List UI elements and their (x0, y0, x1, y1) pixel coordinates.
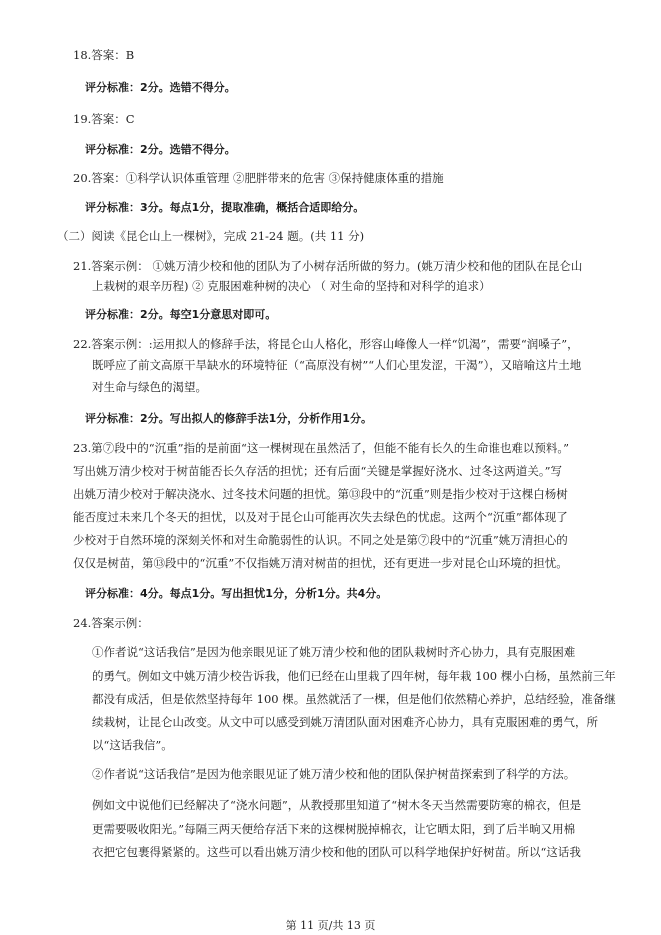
q20-standard: 评分标准：3分。每点1分，提取准确，概括合适即给分。 (85, 201, 365, 214)
q23-standard: 评分标准：4分。每点1分。写出担忧1分，分析1分。共4分。 (85, 587, 388, 600)
q18-standard: 评分标准：2分。选错不得分。 (85, 81, 236, 94)
q18-answer: 18.答案：B (73, 48, 135, 62)
q21-line-2: 上栽树的艰辛历程) ② 克服困难种树的决心 （ 对生命的坚持和对科学的追求） (92, 279, 491, 293)
q22-line-3: 对生命与绿色的渴望。 (92, 380, 207, 394)
q24-heading: 24.答案示例： (73, 616, 149, 630)
q22-standard: 评分标准：2分。写出拟人的修辞手法1分，分析作用1分。 (85, 412, 372, 425)
page-number: 第 11 页/共 13 页 (285, 919, 376, 932)
q21-standard: 评分标准：2分。每空1分意思对即可。 (85, 308, 277, 321)
q24-p1-line-4: 续栽树，让昆仑山改变。从文中可以感受到姚万清团队面对困难齐心协力，具有克服困难的勇气，所 (92, 715, 598, 729)
q20-answer: 20.答案：①科学认识体重管理 ②肥胖带来的危害 ③保持健康体重的措施 (73, 171, 444, 185)
q22-line-1: 22.答案示例：:运用拟人的修辞手法，将昆仑山人格化，形容山峰像人一样“饥渴”，需要“润嗓子”， (73, 337, 579, 351)
q19-answer: 19.答案：C (73, 112, 135, 126)
q23-line-5: 少校对于自然环境的深刻关怀和对生命脆弱性的认识。不同之处是第⑦段中的“沉重”姚万清担心的 (73, 533, 568, 547)
q22-line-2: 既呼应了前文高原干旱缺水的环境特征（“高原没有树”“人们心里发涩，干渴”），又暗喻这片土地 (92, 358, 582, 372)
q24-p3-line-3: 衣把它包裹得紧紧的。这些可以看出姚万清少校和他的团队可以科学地保护好树苗。所以“这话我 (92, 845, 581, 859)
q23-line-4: 能否度过未来几个冬天的担忧，以及对于昆仑山可能再次失去绿色的忧虑。这两个“沉重”都体现了 (73, 510, 568, 524)
q19-standard: 评分标准：2分。选错不得分。 (85, 143, 236, 156)
q23-line-3: 出姚万清少校对于解决浇水、过冬技术问题的担忧。第⑬段中的“沉重”则是指少校对于这棵白杨树 (73, 487, 568, 501)
section-title: （二）阅读《昆仑山上一棵树》，完成 21-24 题。(共 11 分) (57, 229, 365, 243)
q23-line-1: 23.第⑦段中的“沉重”指的是前面“这一棵树现在虽然活了，但能不能有长久的生命谁也难以预料。” (73, 441, 570, 455)
q24-p1-line-2: 的勇气。例如文中姚万清少校告诉我，他们已经在山里栽了四年树，每年栽 100 棵小白杨，虽然前三年 (92, 669, 616, 683)
q24-p3-line-1: 例如文中说他们已经解决了“浇水问题”，从教授那里知道了“树木冬天当然需要防寒的棉衣，但是 (92, 798, 582, 812)
q24-p2-line-1: ②作者说“这话我信”是因为他亲眼见证了姚万清少校和他的团队保护树苗探索到了科学的方法。 (92, 767, 576, 781)
q24-p1-line-5: 以“这话我信”。 (92, 738, 173, 752)
q24-p1-line-1: ①作者说“这话我信”是因为他亲眼见证了姚万清少校和他的团队栽树时齐心协力，具有克服困难 (92, 645, 576, 659)
q21-line-1: 21.答案示例： ①姚万清少校和他的团队为了小树存活所做的努力。(姚万清少校和他的团队在昆仑山 (73, 259, 583, 273)
q24-p1-line-3: 都没有成活，但是依然坚持每年 100 棵。虽然就活了一棵，但是他们依然精心养护，总结经验，准备继 (92, 692, 616, 706)
q24-p3-line-2: 更需要吸收阳光。”每隔三两天便给存活下来的这棵树脱掉棉衣，让它晒太阳，到了后半晌又用棉 (92, 822, 576, 836)
q23-line-2: 写出姚万清少校对于树苗能否长久存活的担忧；还有后面“关键是掌握好浇水、过冬这两道关。”写 (73, 464, 563, 478)
q23-line-6: 仅仅是树苗，第⑬段中的“沉重”不仅指姚万清对树苗的担忧，还有更进一步对昆仑山环境的担忧。 (73, 556, 568, 570)
